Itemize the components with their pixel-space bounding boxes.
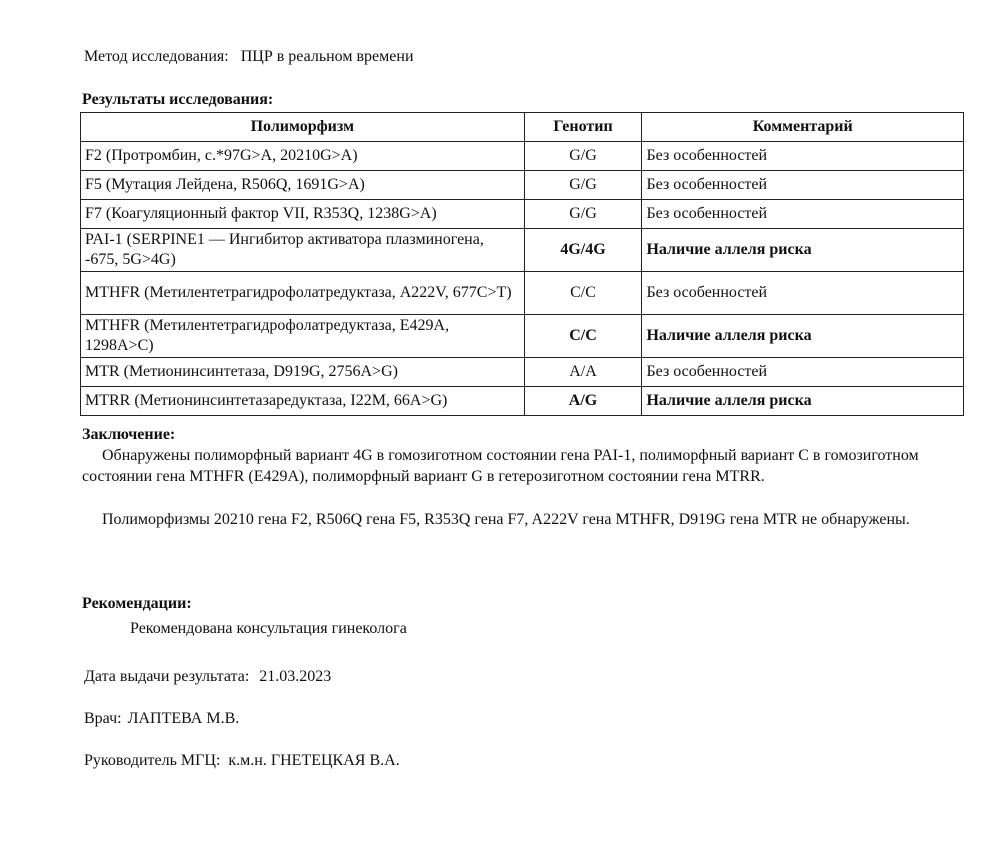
comment-cell: Без особенностей bbox=[642, 358, 964, 387]
comment-cell: Без особенностей bbox=[642, 171, 964, 200]
column-header-polymorphism: Полиморфизм bbox=[81, 113, 525, 142]
issue-date-value: 21.03.2023 bbox=[259, 668, 332, 685]
genotype-cell: G/G bbox=[524, 200, 642, 229]
head-label: Руководитель МГЦ: bbox=[84, 752, 221, 769]
genotype-cell: C/C bbox=[524, 315, 642, 358]
table-row bbox=[81, 171, 964, 200]
comment-cell: Наличие аллеля риска bbox=[642, 387, 964, 416]
genotype-cell: A/A bbox=[524, 358, 642, 387]
polymorphism-cell: F5 (Мутация Лейдена, R506Q, 1691G>A) bbox=[81, 171, 525, 200]
table-row bbox=[81, 229, 964, 272]
conclusion-paragraph-1: Обнаружены полиморфный вариант 4G в гомозиготном состоянии гена PAI-1, полиморфный вариант С в гомозиготном состоянии гена MTHFR (E429A), полиморфный вариант G в гетерозиготном состоянии гена MTRR. bbox=[82, 447, 919, 485]
comment-cell: Наличие аллеля риска bbox=[642, 315, 964, 358]
doctor-label: Врач: bbox=[84, 710, 122, 727]
method-value: ПЦР в реальном времени bbox=[240, 48, 414, 65]
comment-cell: Без особенностей bbox=[642, 272, 964, 315]
conclusion-heading: Заключение: bbox=[82, 426, 176, 443]
head-line bbox=[84, 752, 400, 770]
comment-cell: Без особенностей bbox=[642, 142, 964, 171]
column-header-genotype: Генотип bbox=[524, 113, 642, 142]
polymorphism-cell: F2 (Протромбин, с.*97G>A, 20210G>A) bbox=[81, 142, 525, 171]
genotype-cell: G/G bbox=[524, 171, 642, 200]
polymorphism-cell: MTRR (Метионинсинтетазаредуктаза, I22M, 66A>G) bbox=[81, 387, 525, 416]
recommendation-text: Рекомендована консультация гинеколога bbox=[130, 620, 407, 637]
genotype-cell: 4G/4G bbox=[524, 229, 642, 272]
table-row bbox=[81, 272, 964, 315]
table-row bbox=[81, 315, 964, 358]
method-label: Метод исследования: bbox=[84, 48, 229, 65]
table-row bbox=[81, 142, 964, 171]
conclusion-paragraph-2: Полиморфизмы 20210 гена F2, R506Q гена F5, R353Q гена F7, A222V гена MTHFR, D919G гена MTR не обнаружены. bbox=[102, 511, 910, 528]
column-header-comment: Комментарий bbox=[642, 113, 964, 142]
genotype-cell: A/G bbox=[524, 387, 642, 416]
comment-cell: Наличие аллеля риска bbox=[642, 229, 964, 272]
doctor-line bbox=[84, 710, 239, 728]
doctor-name: ЛАПТЕВА М.В. bbox=[127, 710, 240, 727]
polymorphism-cell: MTHFR (Метилентетрагидрофолатредуктаза, A222V, 677C>T) bbox=[81, 272, 525, 315]
results-heading: Результаты исследования: bbox=[82, 91, 274, 108]
polymorphism-cell: MTHFR (Метилентетрагидрофолатредуктаза, E429A, 1298A>C) bbox=[81, 315, 525, 358]
head-name: к.м.н. ГНЕТЕЦКАЯ В.А. bbox=[228, 752, 400, 769]
table-row bbox=[81, 200, 964, 229]
polymorphism-cell: F7 (Коагуляционный фактор VII, R353Q, 1238G>A) bbox=[81, 200, 525, 229]
issue-date-label: Дата выдачи результата: bbox=[84, 668, 250, 685]
results-table bbox=[80, 112, 964, 416]
issue-date-line bbox=[84, 668, 331, 686]
method-line bbox=[84, 48, 414, 66]
genotype-cell: G/G bbox=[524, 142, 642, 171]
table-header-row bbox=[81, 113, 964, 142]
genotype-cell: C/C bbox=[524, 272, 642, 315]
table-row bbox=[81, 387, 964, 416]
recommendations-heading: Рекомендации: bbox=[82, 595, 192, 612]
polymorphism-cell: MTR (Метионинсинтетаза, D919G, 2756A>G) bbox=[81, 358, 525, 387]
polymorphism-cell: PAI-1 (SERPINE1 — Ингибитор активатора плазминогена, -675, 5G>4G) bbox=[81, 229, 525, 272]
comment-cell: Без особенностей bbox=[642, 200, 964, 229]
table-row bbox=[81, 358, 964, 387]
